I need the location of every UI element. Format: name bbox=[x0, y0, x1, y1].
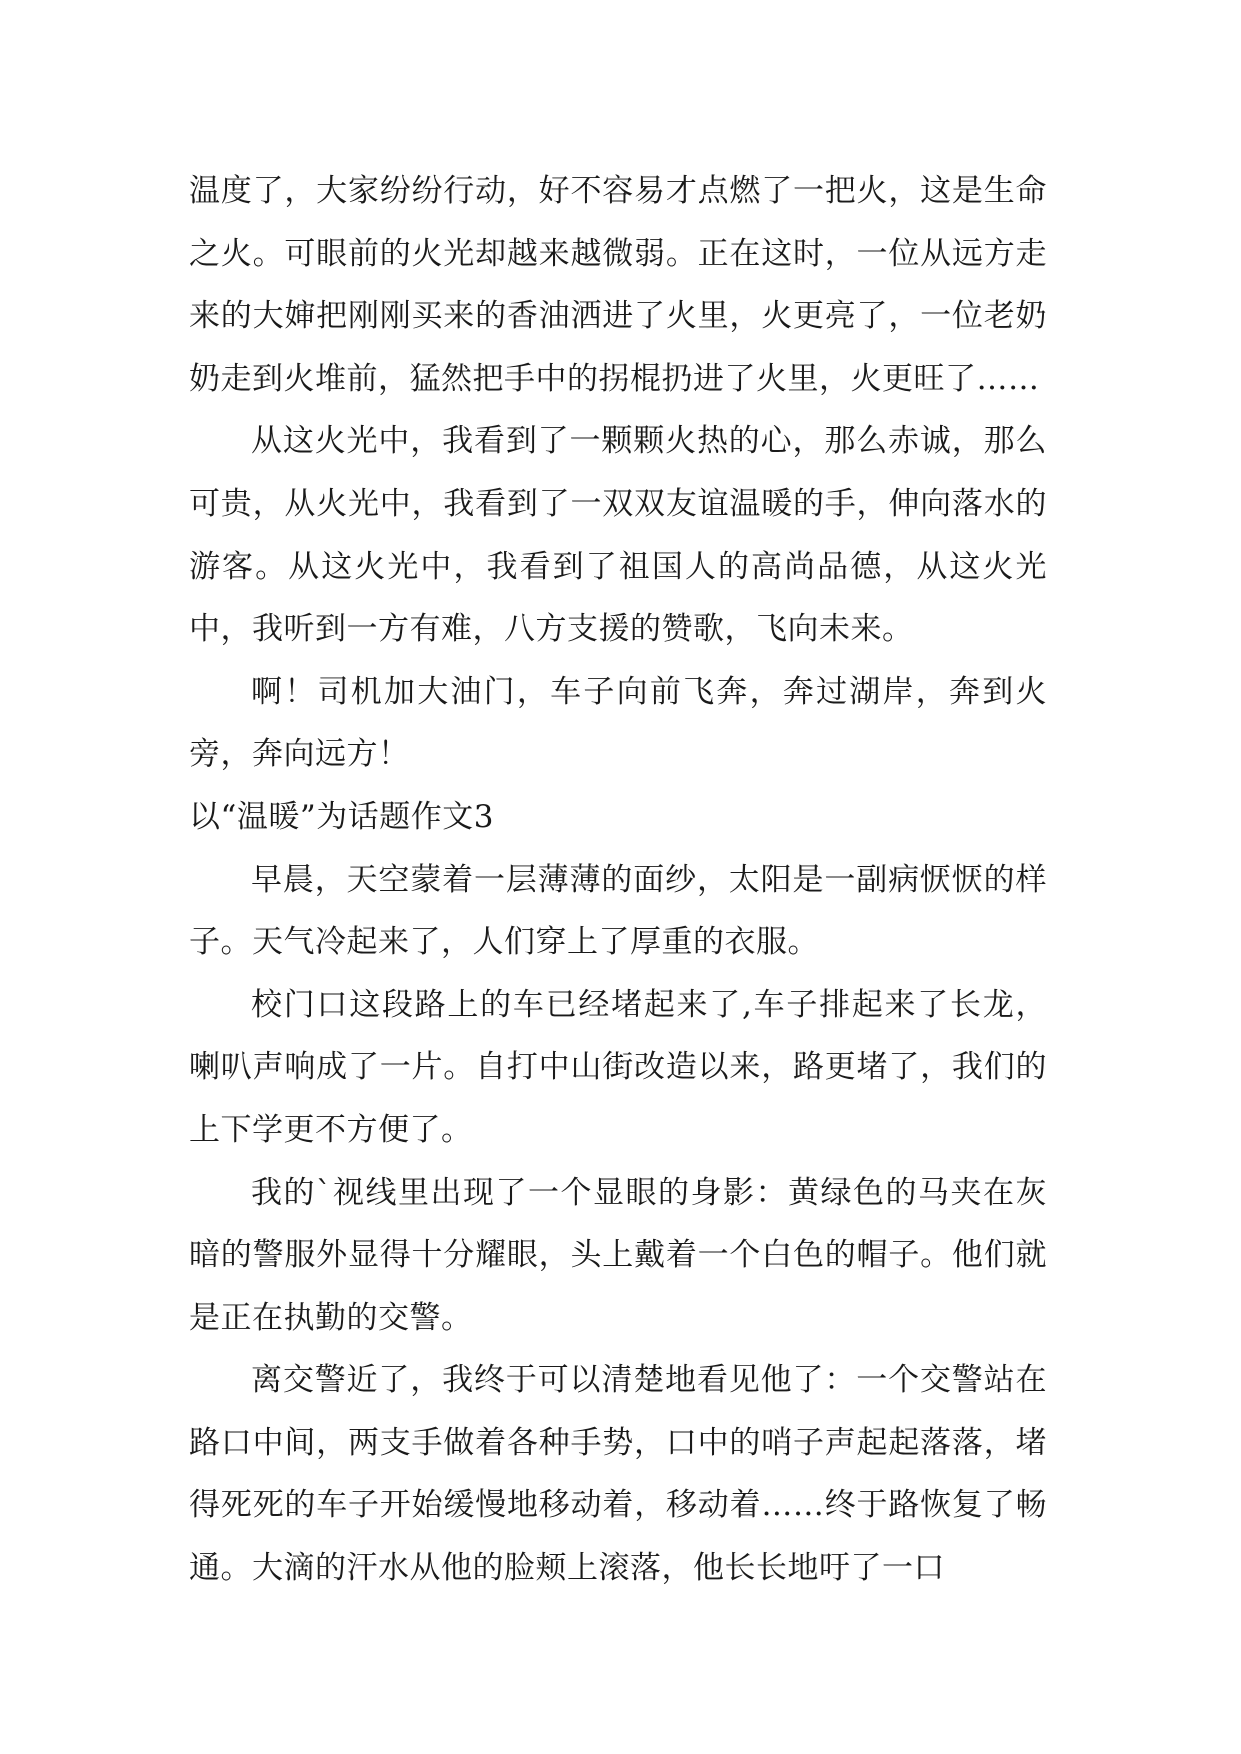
paragraph-morning: 早晨，天空蒙着一层薄薄的面纱，太阳是一副病恹恹的样子。天气冷起来了，人们穿上了厚重的衣服。 bbox=[189, 861, 1047, 961]
paragraph-continuation: 温度了，大家纷纷行动，好不容易才点燃了一把火，这是生命之火。可眼前的火光却越来越微弱。正在这时，一位从远方走来的大婶把刚刚买来的香油洒进了火里，火更亮了，一位老奶奶走到火堆前，猛然把手中的拐棍扔进了火里，火更旺了…… bbox=[189, 173, 1047, 397]
essay-title: 以“温暖”为话题作文3 bbox=[189, 798, 494, 835]
paragraph-figure: 我的`视线里出现了一个显眼的身影：黄绿色的马夹在灰暗的警服外显得十分耀眼，头上戴着一个白色的帽子。他们就是正在执勤的交警。 bbox=[189, 1174, 1047, 1336]
paragraph-firelight: 从这火光中，我看到了一颗颗火热的心，那么赤诚，那么可贵，从火光中，我看到了一双双友谊温暖的手，伸向落水的游客。从这火光中，我看到了祖国人的高尚品德，从这火光中，我听到一方有难，八方支援的赞歌，飞向未来。 bbox=[189, 423, 1047, 648]
paragraph-police: 离交警近了，我终于可以清楚地看见他了：一个交警站在路口中间，两支手做着各种手势，口中的哨子声起起落落，堵得死死的车子开始缓慢地移动着，移动着……终于路恢复了畅通。大滴的汗水从他的脸颊上滚落，他长长地吁了一口 bbox=[189, 1362, 1047, 1587]
document-body bbox=[189, 160, 1047, 1600]
paragraph-traffic: 校门口这段路上的车已经堵起来了,车子排起来了长龙，喇叭声响成了一片。自打中山街改造以来，路更堵了，我们的上下学更不方便了。 bbox=[189, 986, 1047, 1148]
paragraph-driver: 啊！司机加大油门，车子向前飞奔，奔过湖岸，奔到火旁，奔向远方！ bbox=[189, 673, 1047, 773]
